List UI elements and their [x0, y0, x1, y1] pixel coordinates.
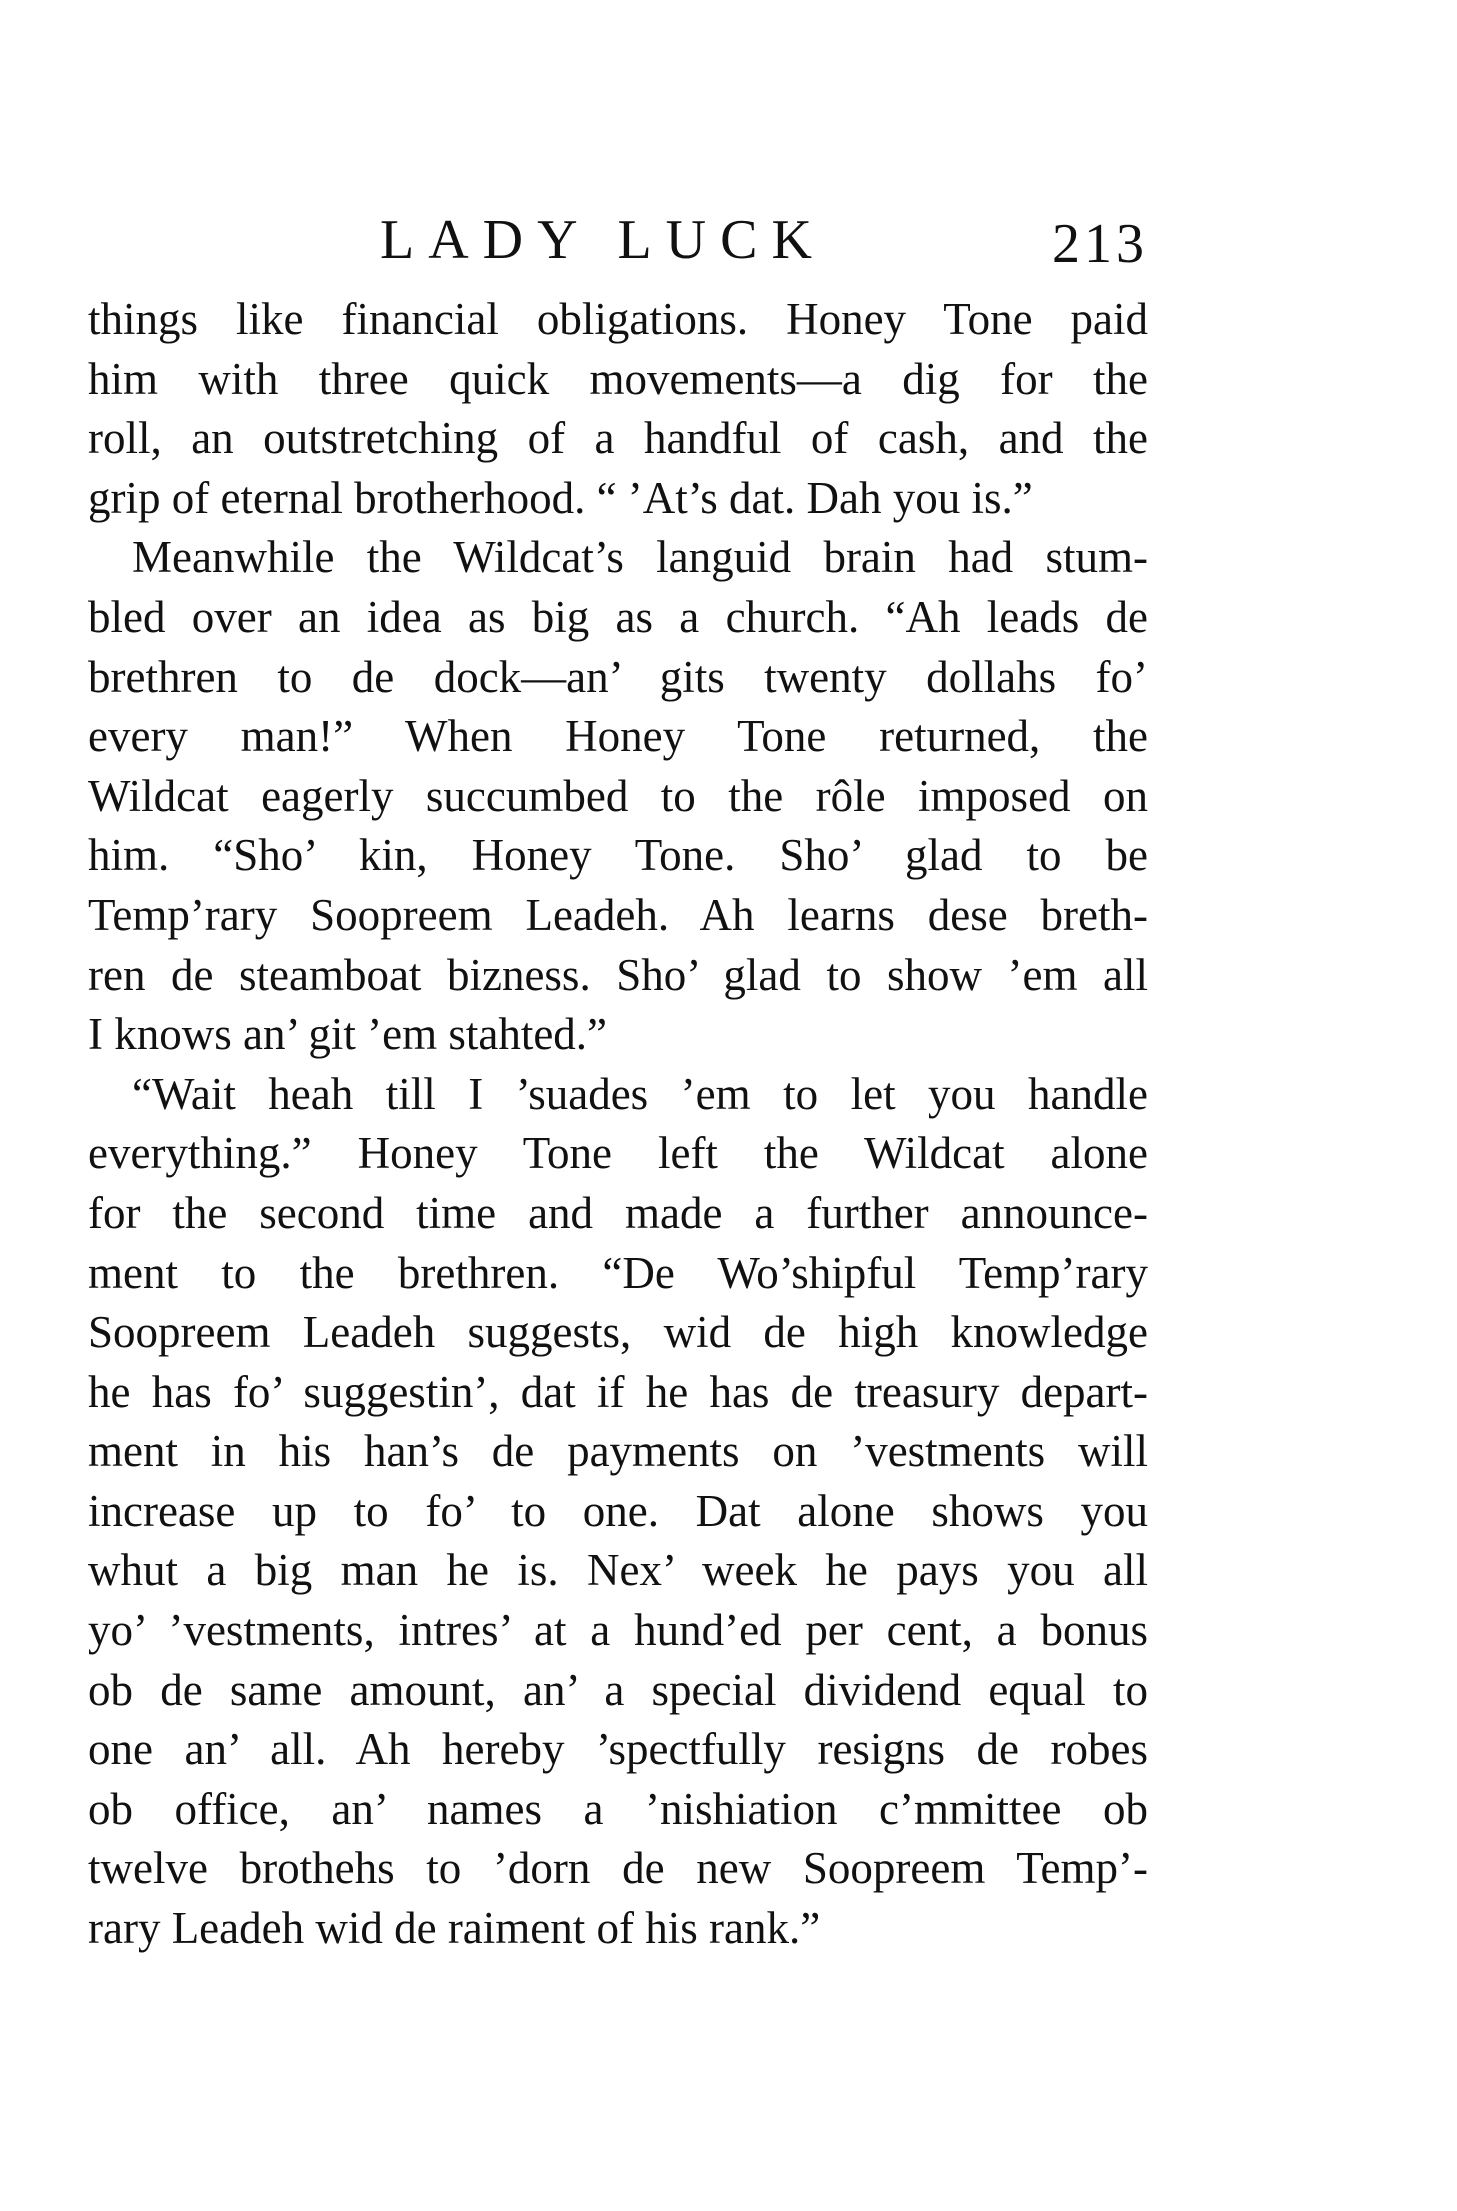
text-line: him with three quick movements—a dig for the	[88, 353, 1148, 404]
text-line: things like financial obligations. Honey Tone paid	[88, 294, 1148, 344]
text-line: he has fo’ suggestin’, dat if he has de treasury depart-	[88, 1366, 1148, 1417]
body-text	[88, 290, 1148, 1959]
text-line: bled over an idea as big as a church. “Ah leads de	[88, 591, 1148, 642]
text-line: Wildcat eagerly succumbed to the rôle imposed on	[88, 770, 1148, 821]
text-line: everything.” Honey Tone left the Wildcat alone	[88, 1128, 1148, 1179]
paragraph-start-line: “Wait heah till I ’suades ’em to let you handle	[132, 1068, 1148, 1119]
text-line: ment to the brethren. “De Wo’shipful Temp’rary	[88, 1247, 1148, 1298]
text-line: every man!” When Honey Tone returned, the	[88, 711, 1148, 762]
text-line: Soopreem Leadeh suggests, wid de high knowledge	[88, 1307, 1148, 1358]
text-line: grip of eternal brotherhood. “ ’At’s dat. Dah you is.”	[88, 472, 1033, 523]
text-line: whut a big man he is. Nex’ week he pays you all	[88, 1545, 1148, 1596]
text-line: I knows an’ git ’em stahted.”	[88, 1009, 608, 1060]
text-line: ren de steamboat bizness. Sho’ glad to show ’em all	[88, 949, 1148, 1000]
paragraph-start-line: Meanwhile the Wildcat’s languid brain had stum-	[132, 532, 1148, 583]
text-line: ment in his han’s de payments on ’vestments will	[88, 1426, 1148, 1477]
text-line: Temp’rary Soopreem Leadeh. Ah learns dese breth-	[88, 889, 1148, 940]
text-line: twelve brothehs to ’dorn de new Soopreem Temp’-	[88, 1843, 1148, 1894]
text-line: increase up to fo’ to one. Dat alone shows you	[88, 1485, 1148, 1536]
text-line: ob de same amount, an’ a special dividend equal to	[88, 1664, 1148, 1715]
text-line: yo’ ’vestments, intres’ at a hund’ed per cent, a bonus	[88, 1605, 1148, 1656]
text-line: roll, an outstretching of a handful of cash, and the	[88, 413, 1148, 464]
text-line: rary Leadeh wid de raiment of his rank.”	[88, 1903, 821, 1954]
text-line: brethren to de dock—an’ gits twenty dollahs fo’	[88, 651, 1148, 702]
page-number: 213	[1052, 213, 1148, 275]
page-header	[88, 200, 1148, 280]
text-line: ob office, an’ names a ’nishiation c’mmittee ob	[88, 1783, 1148, 1834]
text-line: for the second time and made a further announce-	[88, 1187, 1148, 1238]
running-head: LADY LUCK	[380, 209, 826, 271]
text-line: him. “Sho’ kin, Honey Tone. Sho’ glad to be	[88, 830, 1148, 881]
text-line: one an’ all. Ah hereby ’spectfully resigns de robes	[88, 1724, 1148, 1775]
